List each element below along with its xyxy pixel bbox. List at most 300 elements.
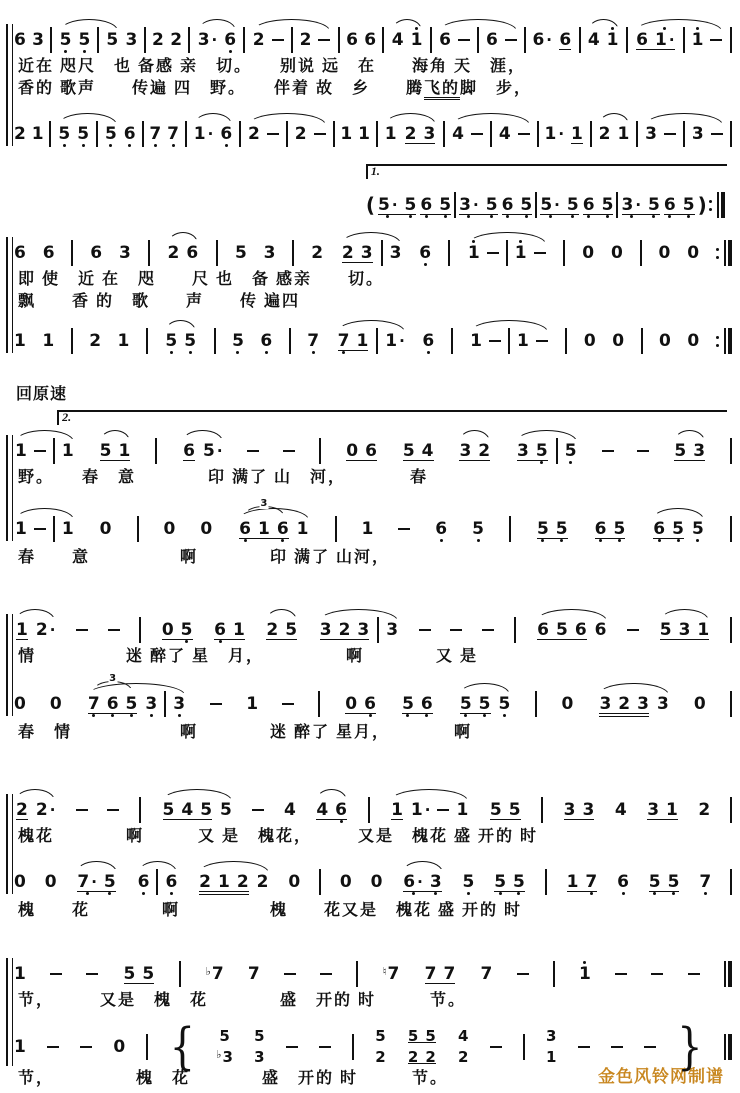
- note-group: [86, 673, 186, 718]
- note-number: 2: [404, 123, 417, 144]
- octave-dot-high: [466, 191, 471, 196]
- octave-dot-high: [362, 120, 367, 125]
- octave-dot-low: [662, 350, 667, 355]
- octave-dot-low: [43, 819, 48, 824]
- octave-dot-low: [298, 143, 303, 148]
- note-group: [391, 26, 424, 54]
- octave-dot-low: [524, 214, 529, 219]
- slur-arc: [253, 19, 331, 31]
- duration-dash: [627, 629, 639, 631]
- octave-dot-high: [549, 1026, 554, 1029]
- chord-brace: }: [677, 1018, 703, 1076]
- note-number: 6: [364, 29, 377, 50]
- note-number: 5: [162, 799, 175, 820]
- note-group: [181, 437, 223, 465]
- note-group: [161, 796, 233, 824]
- octave-dot-high: [17, 26, 22, 31]
- note-group: [76, 868, 116, 896]
- octave-dot-low: [466, 891, 471, 896]
- octave-dot-high: [657, 515, 662, 520]
- octave-dot-low: [651, 819, 656, 824]
- octave-dot-high: [121, 327, 126, 332]
- lyric-text: 飘 香 的 歌 声 传 遍四: [18, 293, 301, 310]
- note-number: 5: [180, 619, 193, 640]
- octave-dot-low: [374, 891, 379, 896]
- duration-dash: [314, 133, 326, 135]
- note-number: 3: [647, 799, 660, 820]
- octave-dot-low: [568, 460, 573, 465]
- note-number: 3: [429, 871, 442, 892]
- note: [502, 191, 514, 219]
- octave-dot-low: [165, 639, 170, 644]
- note-number: 1: [691, 29, 704, 50]
- octave-dot-high: [414, 26, 419, 31]
- note-number: 5: [494, 871, 507, 892]
- octave-dot-low: [62, 143, 67, 148]
- note: [361, 515, 373, 543]
- note-number: 5: [232, 330, 244, 351]
- note-number: 5: [485, 194, 498, 215]
- notes-line: [14, 786, 732, 824]
- octave-dot-high: [18, 515, 23, 520]
- octave-dot-low: [428, 983, 433, 988]
- note: [358, 120, 370, 148]
- augmentation-dot: ·: [546, 30, 552, 49]
- note: [648, 191, 660, 219]
- note-number: 2: [16, 799, 28, 820]
- octave-dot-low: [350, 460, 355, 465]
- octave-dot-low: [502, 143, 507, 148]
- note-group: [75, 868, 117, 896]
- note-group: [598, 690, 650, 718]
- note-number: 5: [142, 963, 155, 984]
- note-number: 1: [16, 619, 28, 640]
- notes-line: [14, 427, 732, 465]
- octave-dot-low: [629, 214, 634, 219]
- note: [683, 191, 695, 219]
- note-number: 6: [224, 29, 237, 50]
- barline: [318, 691, 320, 717]
- note: [181, 616, 193, 644]
- octave-dot-low: [261, 538, 266, 543]
- rest-note: [582, 239, 594, 267]
- note-number: 5: [520, 194, 533, 215]
- note-number: 7: [424, 963, 437, 984]
- rest-note: [611, 239, 623, 267]
- note-number: 3: [582, 799, 595, 820]
- rest-note: [659, 239, 671, 267]
- rest-note: [371, 868, 383, 896]
- octave-dot-low: [586, 214, 591, 219]
- note-number: 1: [257, 518, 270, 539]
- octave-dot-high: [460, 796, 465, 801]
- note: [585, 868, 597, 896]
- octave-dot-low: [166, 819, 171, 824]
- note: [342, 239, 354, 267]
- note-number: 3: [145, 693, 158, 714]
- note-number: 6: [485, 29, 498, 50]
- duration-dash: [534, 252, 546, 254]
- note-number: 6: [365, 440, 377, 461]
- octave-dot-low: [103, 538, 108, 543]
- octave-dot-high: [461, 1047, 466, 1050]
- system-start-barline: [6, 237, 13, 353]
- note-group: [337, 327, 370, 355]
- barline: [71, 240, 73, 266]
- lyric-text: 春 情 啊 迷 醉了 星月， 啊: [18, 724, 473, 741]
- note-number: 5: [200, 799, 213, 820]
- octave-dot-low: [603, 713, 608, 718]
- note-number: 3: [125, 29, 138, 50]
- note-number: 6: [594, 619, 607, 640]
- barline: [524, 27, 526, 53]
- duration-dash: [450, 629, 462, 631]
- note: [420, 191, 432, 219]
- octave-dot-low: [129, 713, 134, 718]
- note-group: [659, 616, 711, 644]
- bar-thick: [728, 961, 732, 987]
- note-number: 0: [612, 330, 625, 351]
- barline: [641, 328, 643, 354]
- note-number: 2: [598, 123, 611, 144]
- note-group: [558, 26, 572, 54]
- octave-dot-low: [471, 262, 476, 267]
- octave-dot-low: [251, 143, 256, 148]
- note-number: 3: [563, 799, 576, 820]
- note-number: 0: [161, 619, 174, 640]
- octave-dot-high: [574, 120, 579, 125]
- octave-dot-low: [540, 49, 545, 54]
- octave-dot-low: [53, 713, 58, 718]
- notes-line: [14, 673, 732, 718]
- note-number: 2: [425, 1048, 436, 1066]
- barline: [239, 121, 241, 147]
- repeat-end-barline: [716, 240, 732, 266]
- note-number: 5: [220, 799, 232, 820]
- parenthesis: ): [697, 193, 707, 217]
- note: [571, 120, 583, 148]
- augmentation-dot: ·: [207, 124, 214, 143]
- barline: [382, 27, 384, 53]
- note-group: [539, 191, 579, 219]
- note: [260, 327, 272, 355]
- note: [537, 616, 549, 644]
- repeat-dot: [709, 208, 712, 211]
- octave-dot-low: [586, 262, 591, 267]
- octave-dot-low: [489, 49, 494, 54]
- barline: [243, 27, 245, 53]
- tuplet-label: 3: [109, 673, 117, 684]
- octave-dot-low: [408, 214, 413, 219]
- note: [218, 868, 230, 896]
- barline: [289, 328, 291, 354]
- octave-dot-high: [621, 120, 626, 125]
- note-number: 1: [118, 440, 131, 461]
- octave-dot-low: [238, 262, 243, 267]
- octave-dot-high: [474, 327, 479, 332]
- note-number: 5: [125, 693, 138, 714]
- note-number: 1: [514, 242, 527, 263]
- octave-dot-low: [395, 819, 400, 824]
- octave-dot-high: [243, 515, 248, 520]
- octave-dot-high: [498, 868, 503, 873]
- note: [339, 616, 351, 644]
- octave-dot-low: [65, 460, 70, 465]
- barline: [368, 797, 370, 823]
- octave-dot-low: [361, 639, 366, 644]
- octave-dot-low: [703, 891, 708, 896]
- note-number: 6: [220, 123, 233, 144]
- octave-dot-high: [18, 437, 23, 442]
- note: [425, 1026, 435, 1047]
- note: [181, 796, 193, 824]
- note-number: 3: [545, 1027, 557, 1045]
- lyric-text: 槐花 啊 又 是 槐花， 又是 槐花 盛 开的 时: [18, 828, 539, 845]
- octave-dot-high: [540, 515, 545, 520]
- repeat-end-barline: [716, 328, 732, 354]
- octave-dot-high: [17, 1033, 22, 1038]
- octave-dot-low: [171, 262, 176, 267]
- rest-note: [50, 690, 62, 718]
- octave-dot-low: [614, 262, 619, 267]
- barline: [142, 121, 144, 147]
- octave-dot-low: [702, 819, 707, 824]
- octave-dot-low: [91, 713, 96, 718]
- duration-dash: [76, 629, 88, 631]
- octave-dot-low: [184, 639, 189, 644]
- octave-dot-low: [426, 350, 431, 355]
- note-number: 0: [14, 871, 26, 892]
- duration-dash: [602, 450, 614, 452]
- duration-dash: [283, 450, 295, 452]
- notes-line: [14, 229, 732, 267]
- augmentation-dot: ·: [554, 195, 560, 214]
- octave-dot-high: [260, 868, 265, 873]
- note: [472, 515, 484, 543]
- note: [32, 26, 44, 54]
- octave-dot-high: [169, 868, 174, 873]
- duration-dash: [458, 39, 470, 41]
- octave-dot-high: [343, 868, 348, 873]
- note-group: [644, 120, 724, 148]
- octave-dot-high: [520, 327, 525, 332]
- note-number: 5: [682, 194, 695, 215]
- duration-dash: [108, 629, 120, 631]
- final-barline: [724, 1034, 732, 1060]
- octave-dot-high: [127, 120, 132, 125]
- note-number: 5: [77, 123, 90, 144]
- note-number: 6: [501, 194, 514, 215]
- system-start-barline: [6, 614, 13, 716]
- note: [509, 796, 521, 824]
- octave-dot-high: [567, 796, 572, 801]
- octave-dot-low: [605, 214, 610, 219]
- octave-dot-high: [424, 690, 429, 695]
- note-number: 4: [452, 123, 464, 144]
- octave-dot-high: [425, 437, 430, 442]
- octave-dot-low: [362, 143, 367, 148]
- octave-dot-low: [617, 538, 622, 543]
- octave-dot-high: [565, 690, 570, 695]
- note-number: 6: [653, 518, 666, 539]
- duration-dash: [644, 1046, 656, 1048]
- note-group: [451, 120, 531, 148]
- octave-dot-low: [223, 819, 228, 824]
- octave-dot-high: [489, 191, 494, 196]
- note-group: [336, 327, 406, 355]
- note-group: [123, 960, 156, 988]
- note-group: [458, 191, 498, 219]
- note: [615, 796, 627, 824]
- note-number: 2: [407, 1048, 419, 1066]
- octave-dot-high: [423, 239, 428, 244]
- ending-label: 2.: [62, 410, 72, 424]
- note: [391, 796, 403, 824]
- note: [699, 868, 711, 896]
- octave-dot-low: [235, 350, 240, 355]
- octave-dot-high: [385, 191, 390, 196]
- notes-line: [14, 950, 732, 988]
- watermark-text: 金色风铃网制谱: [598, 1067, 724, 1086]
- note-group: [407, 1047, 437, 1068]
- note-number: 3: [319, 619, 332, 640]
- octave-dot-high: [267, 239, 272, 244]
- note: [419, 239, 431, 267]
- duration-dash: [505, 39, 517, 41]
- note-group: [162, 796, 214, 824]
- note-group: [587, 26, 620, 54]
- lyric-text: 近在 咫尺 也 备感 亲 切。 别说 远 在 海角 天 涯，: [18, 58, 527, 75]
- note: [14, 327, 26, 355]
- note: [540, 191, 560, 219]
- note-number: 1: [566, 871, 579, 892]
- rest-note: [659, 327, 671, 355]
- note-number: 6 ·: [532, 29, 552, 50]
- note-group: [493, 868, 526, 896]
- octave-dot-low: [695, 49, 700, 54]
- octave-dot-high: [516, 868, 521, 873]
- bar-thin: [724, 961, 726, 987]
- octave-dot-high: [264, 327, 269, 332]
- octave-dot-high: [617, 515, 622, 520]
- barline: [730, 869, 732, 895]
- octave-dot-low: [388, 143, 393, 148]
- octave-dot-high: [389, 960, 394, 965]
- octave-dot-high: [395, 26, 400, 31]
- octave-dot-high: [129, 690, 134, 695]
- octave-dot-high: [586, 796, 591, 801]
- octave-dot-high: [463, 690, 468, 695]
- tempo-mark: 回原速: [16, 386, 68, 403]
- note-number: 3: [691, 123, 704, 144]
- octave-dot-low: [17, 983, 22, 988]
- octave-dot-low: [498, 891, 503, 896]
- chord: [216, 1026, 233, 1068]
- octave-dot-low: [460, 819, 465, 824]
- note-group: [87, 673, 139, 718]
- barline: [523, 1034, 525, 1060]
- octave-dot-low: [341, 350, 346, 355]
- note-number: 1: [697, 619, 710, 640]
- barline: [541, 797, 543, 823]
- octave-dot-high: [524, 191, 529, 196]
- octave-dot-low: [587, 350, 592, 355]
- octave-dot-low: [315, 262, 320, 267]
- octave-dot-high: [110, 690, 115, 695]
- note-group: [59, 26, 120, 54]
- note: [119, 239, 131, 267]
- octave-dot-high: [261, 515, 266, 520]
- octave-dot-low: [270, 639, 275, 644]
- rest-note: [612, 327, 624, 355]
- octave-dot-low: [85, 891, 90, 896]
- octave-dot-low: [35, 143, 40, 148]
- octave-dot-high: [408, 120, 413, 125]
- octave-dot-low: [292, 891, 297, 896]
- octave-dot-low: [122, 262, 127, 267]
- octave-dot-high: [155, 26, 160, 31]
- note-number: 1: [470, 330, 483, 351]
- octave-dot-high: [65, 515, 70, 520]
- note-number: 6 ·: [403, 871, 423, 892]
- note-number: 5: [375, 1027, 386, 1045]
- lyric-text: 节， 槐 花 盛 开的 时 节。: [18, 1070, 449, 1087]
- note-group: [458, 437, 491, 465]
- augmentation-dot: ·: [216, 441, 223, 460]
- octave-dot-low: [121, 350, 126, 355]
- note-group: [635, 26, 675, 54]
- note-number: 2 ·: [35, 799, 56, 820]
- note-number: 1 ·: [193, 123, 214, 144]
- note-number: 7: [149, 123, 162, 144]
- note-number: 1: [517, 330, 529, 351]
- note-number: 0: [113, 1036, 126, 1057]
- note-group: [646, 796, 679, 824]
- note-number: 5: [564, 440, 577, 461]
- note: [233, 616, 245, 644]
- note-number: 2: [341, 242, 354, 263]
- lyric-text: 春 意 啊 印 满了 山河，: [18, 549, 391, 566]
- note-number: 6: [574, 619, 587, 640]
- octave-dot-low: [103, 460, 108, 465]
- octave-dot-high: [443, 26, 448, 31]
- note: [439, 191, 451, 219]
- note-number: 5: [555, 518, 568, 539]
- octave-dot-low: [117, 1056, 122, 1061]
- octave-dot-high: [695, 26, 700, 31]
- note: [517, 437, 529, 465]
- octave-dot-high: [365, 515, 370, 520]
- octave-dot-high: [224, 120, 229, 125]
- note: [545, 120, 565, 148]
- octave-dot-low: [17, 1056, 22, 1061]
- octave-dot-low: [93, 350, 98, 355]
- duration-dash: [487, 252, 499, 254]
- octave-dot-low: [260, 891, 265, 896]
- octave-dot-low: [463, 460, 468, 465]
- duration-dash: [490, 1046, 502, 1048]
- note-group: [167, 239, 200, 267]
- repeat-dots: [716, 336, 719, 347]
- slur-arc: [452, 113, 530, 125]
- note-number: 5: [123, 963, 136, 984]
- note-number: 6: [636, 29, 649, 50]
- note-number: 4: [457, 1027, 469, 1045]
- note: [340, 120, 352, 148]
- octave-dot-low: [393, 262, 398, 267]
- duration-dash: [210, 703, 222, 705]
- octave-dot-high: [81, 120, 86, 125]
